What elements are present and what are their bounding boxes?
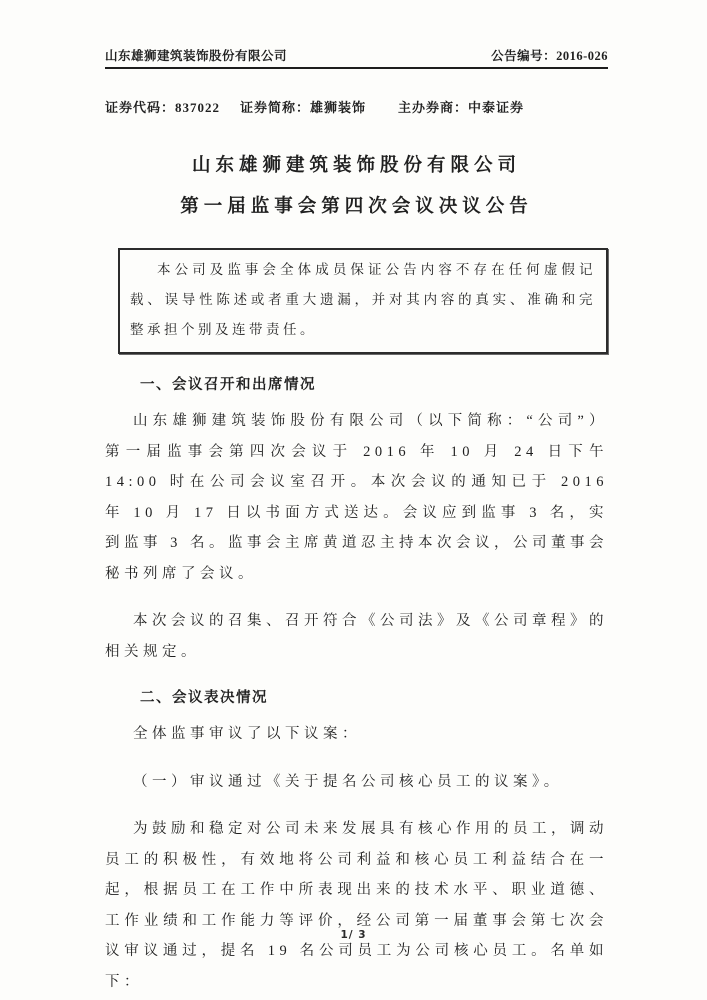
section2-paragraph3: 为鼓励和稳定对公司未来发展具有核心作用的员工，调动员工的积极性，有效地将公司利益和核心员工利益结合在一起，根据员工在工作中所表现出来的技术水平、职业道德、工作业绩和工作能力等评价，经公司第一届董事会第七次会议审议通过，提名 19 名公司员工为公司核心员工。名单如下： xyxy=(105,821,608,990)
disclaimer-box xyxy=(118,248,608,354)
document-title-line2: 第一届监事会第四次会议决议公告 xyxy=(180,197,533,217)
page-footer xyxy=(0,925,707,943)
section1-paragraph1: 山东雄狮建筑装饰股份有限公司（以下简称：“公司”）第一届监事会第四次会议于 2016 年 10 月 24 日下午 14:00 时在公司会议室召开。本次会议的通知已于 2016 年 10 月 17 日以书面方式送达。会议应到监事 3 名，实到监事 3 名。监事会主席黄道忍主持本次会议，公司董事会秘书列席了会议。 xyxy=(105,413,608,582)
sponsor-text: 主办券商：中泰证券 xyxy=(398,100,525,115)
section2-paragraph1: 全体监事审议了以下议案： xyxy=(133,726,361,742)
section1-paragraph2: 本次会议的召集、召开符合《公司法》及《公司章程》的相关规定。 xyxy=(105,613,608,660)
document-title xyxy=(105,146,608,228)
stock-code-text: 证券代码：837022 xyxy=(105,100,221,115)
page-number: 1/ 3 xyxy=(340,929,367,941)
section1-heading: 一、会议召开和出席情况 xyxy=(140,377,316,393)
stock-abbr-text: 证券简称：雄狮装饰 xyxy=(240,100,367,115)
document-header xyxy=(105,46,608,69)
section2-paragraph2: （一）审议通过《关于提名公司核心员工的议案》。 xyxy=(133,773,563,790)
header-announcement-number: 公告编号：2016-026 xyxy=(491,49,608,63)
header-company-name: 山东雄狮建筑装饰股份有限公司 xyxy=(105,49,288,63)
disclaimer-text: 本公司及监事会全体成员保证公告内容不存在任何虚假记载、误导性陈述或者重大遗漏，并对其内容的真实、准确和完整承担个别及连带责任。 xyxy=(130,262,596,337)
document-title-line1: 山东雄狮建筑装饰股份有限公司 xyxy=(191,156,521,176)
securities-info-line xyxy=(105,97,608,116)
section2-heading: 二、会议表决情况 xyxy=(140,690,268,706)
